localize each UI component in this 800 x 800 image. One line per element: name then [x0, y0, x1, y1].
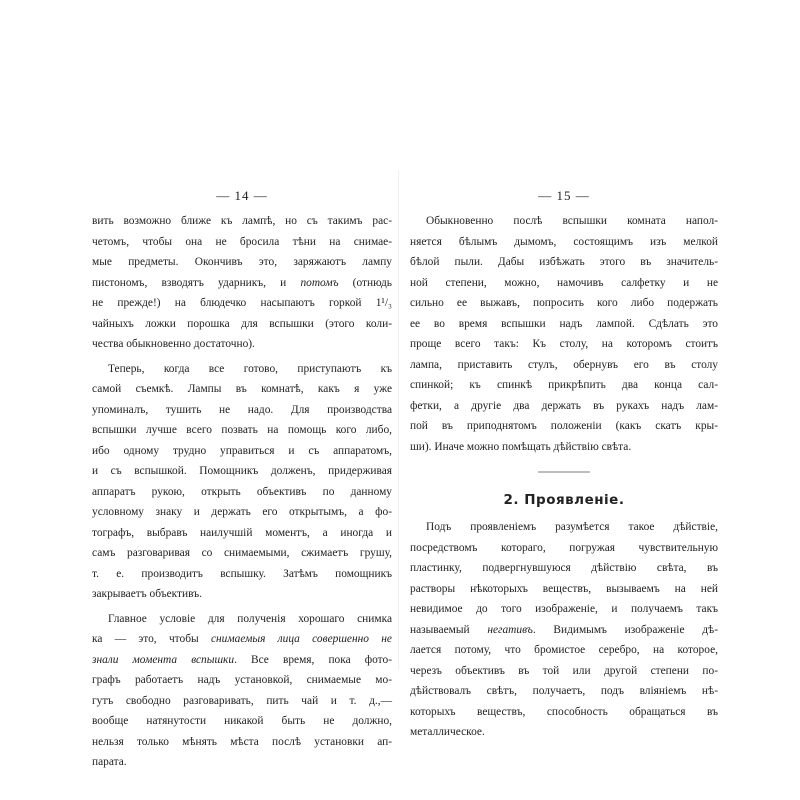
right-paragraph-2	[410, 517, 718, 743]
text-line: ибо одному трудно управиться и съ аппаратомъ,	[92, 444, 392, 457]
text-line: бѣлой пыли. Дабы избѣжать этого въ значитель-	[410, 256, 718, 268]
text-line: и съ вспышкой. Помощникъ долженъ, придерживая	[92, 465, 392, 477]
text-line: вить возможно ближе къ лампѣ, но съ такимъ рас-	[92, 215, 392, 227]
text-line: сильно ее выжавъ, попросить кого либо подержать	[410, 297, 718, 309]
text-line: четомъ, чтобы она не бросила тѣни на снимае-	[92, 235, 392, 248]
text-line: посредствомъ котораго, погружая чувствительную	[410, 541, 718, 554]
text-line: вообще натянутости никакой быть не должно,	[92, 715, 392, 727]
left-page-number: — 14 —	[216, 188, 268, 203]
text-line: не прежде!) на блюдечко насыпаютъ горкой 1¹/₃	[92, 297, 392, 309]
text-line: условному знаку и держать его открытымъ, а фо-	[92, 506, 392, 518]
text-line: ее во время вспышки надъ лампой. Сдѣлать это	[410, 317, 718, 330]
text-line-with-italic	[92, 650, 392, 671]
text-line: няется бѣлымъ дымомъ, состоящимъ изъ мелкой	[410, 235, 718, 248]
text-line: ной степени, можно, намочивъ салфетку и не	[410, 276, 718, 289]
text-line: лается потому, что бромистое серебро, на которое,	[410, 644, 718, 656]
left-page	[92, 185, 392, 773]
text-line: т. е. производитъ вспышку. Затѣмъ помощникъ	[92, 567, 392, 580]
text-line: ши). Иначе можно помѣщать дѣйствію свѣта.	[410, 440, 632, 453]
text-line-with-italic	[92, 629, 392, 650]
text-line: чества обыкновенно достаточно).	[92, 338, 255, 350]
right-paragraph-1	[410, 211, 718, 457]
text-line-with-italic	[92, 273, 392, 294]
text-line: невидимое до того изображеніе, и получаемъ такъ	[410, 603, 718, 615]
left-paragraph-1	[92, 211, 392, 355]
italic-fragment: потомъ	[300, 276, 339, 289]
text-fragment: пистономъ, взводятъ ударникъ, и	[92, 276, 301, 289]
text-line: проще всего такъ: Къ столу, на которомъ стоитъ	[410, 338, 718, 350]
text-line: пой въ приподнятомъ положеніи (какъ скатъ кры-	[410, 420, 718, 432]
text-fragment: . Видимымъ изображеніе дѣ-	[532, 623, 718, 636]
text-fragment: называемый	[410, 623, 488, 636]
text-fragment: . Все время, пока фото-	[234, 653, 392, 666]
text-line: Обыкновенно послѣ вспышки комната напол-	[426, 215, 718, 227]
text-line: лампа, приставить стулъ, обернувъ его въ столу	[410, 358, 718, 371]
left-paragraph-3	[92, 609, 392, 773]
italic-fragment: негативъ	[487, 623, 533, 636]
text-line: упоминалъ, тушить не надо. Для производства	[92, 403, 392, 416]
text-line: дѣйствовалъ свѣтъ, получаетъ, подъ вліяніемъ нѣ-	[410, 685, 718, 697]
text-line: которыхъ веществъ, способность обращаться въ	[410, 705, 718, 718]
text-fragment: (отнюдь	[338, 276, 392, 289]
text-line: парата.	[92, 756, 127, 768]
text-line: черезъ объективъ въ той или другой степени по-	[410, 664, 718, 677]
left-paragraph-2	[92, 359, 392, 605]
text-line: пластинку, подвергнувшуюся дѣйствію свѣта, въ	[410, 562, 718, 574]
text-line: металлическое.	[410, 726, 485, 738]
text-line: чайныхъ ложки порошка для вспышки (этого коли-	[92, 317, 392, 330]
text-line: спинкой; къ спинкѣ прикрѣпить два конца сал-	[410, 379, 718, 391]
text-line: вспышки лучше всего позвать на помощь кого либо,	[92, 424, 392, 436]
text-line: гутъ свободно разговаривать, пить чай и т. д.,—	[92, 694, 392, 707]
right-page-number: — 15 —	[538, 188, 590, 203]
text-line: мые предметы. Окончивъ это, заряжаютъ лампу	[92, 256, 392, 268]
text-line: Главное условіе для полученія хорошаго снимка	[108, 612, 392, 625]
page-gutter	[398, 170, 399, 670]
text-line: Подъ проявленіемъ разумѣется такое дѣйствіе,	[426, 521, 718, 533]
italic-fragment: снимаемыя лица совершенно не	[210, 633, 392, 645]
text-line: самой съемкѣ. Лампы въ комнатѣ, какъ я уже	[92, 383, 392, 395]
right-page	[410, 185, 718, 743]
text-line: графъ работаетъ надъ установкой, снимаемые мо-	[92, 674, 392, 686]
text-line: закрываетъ объективъ.	[92, 588, 202, 600]
text-line: растворы нѣкоторыхъ веществъ, вызываемъ на ней	[410, 582, 718, 595]
section-heading: 2. Проявленіе.	[503, 492, 625, 508]
section-separator	[538, 471, 590, 473]
text-line: тографъ, выбравъ наилучшій моментъ, а иногда и	[92, 526, 392, 539]
text-fragment: ка — это, чтобы	[92, 633, 211, 645]
italic-fragment: знали момента вспышки	[92, 653, 235, 666]
text-line: аппаратъ рукою, открыть объективъ по данному	[92, 485, 392, 498]
text-line: нельзя только мѣнять мѣста послѣ установки ап-	[92, 735, 392, 748]
text-line: самъ разговаривая со снимаемыми, сжимаетъ грушу,	[92, 547, 392, 559]
text-line-with-italic	[410, 620, 718, 641]
text-line: Теперь, когда все готово, приступаютъ къ	[108, 362, 392, 375]
text-line: фетки, а другіе два держать въ рукахъ надъ лам-	[410, 399, 718, 412]
